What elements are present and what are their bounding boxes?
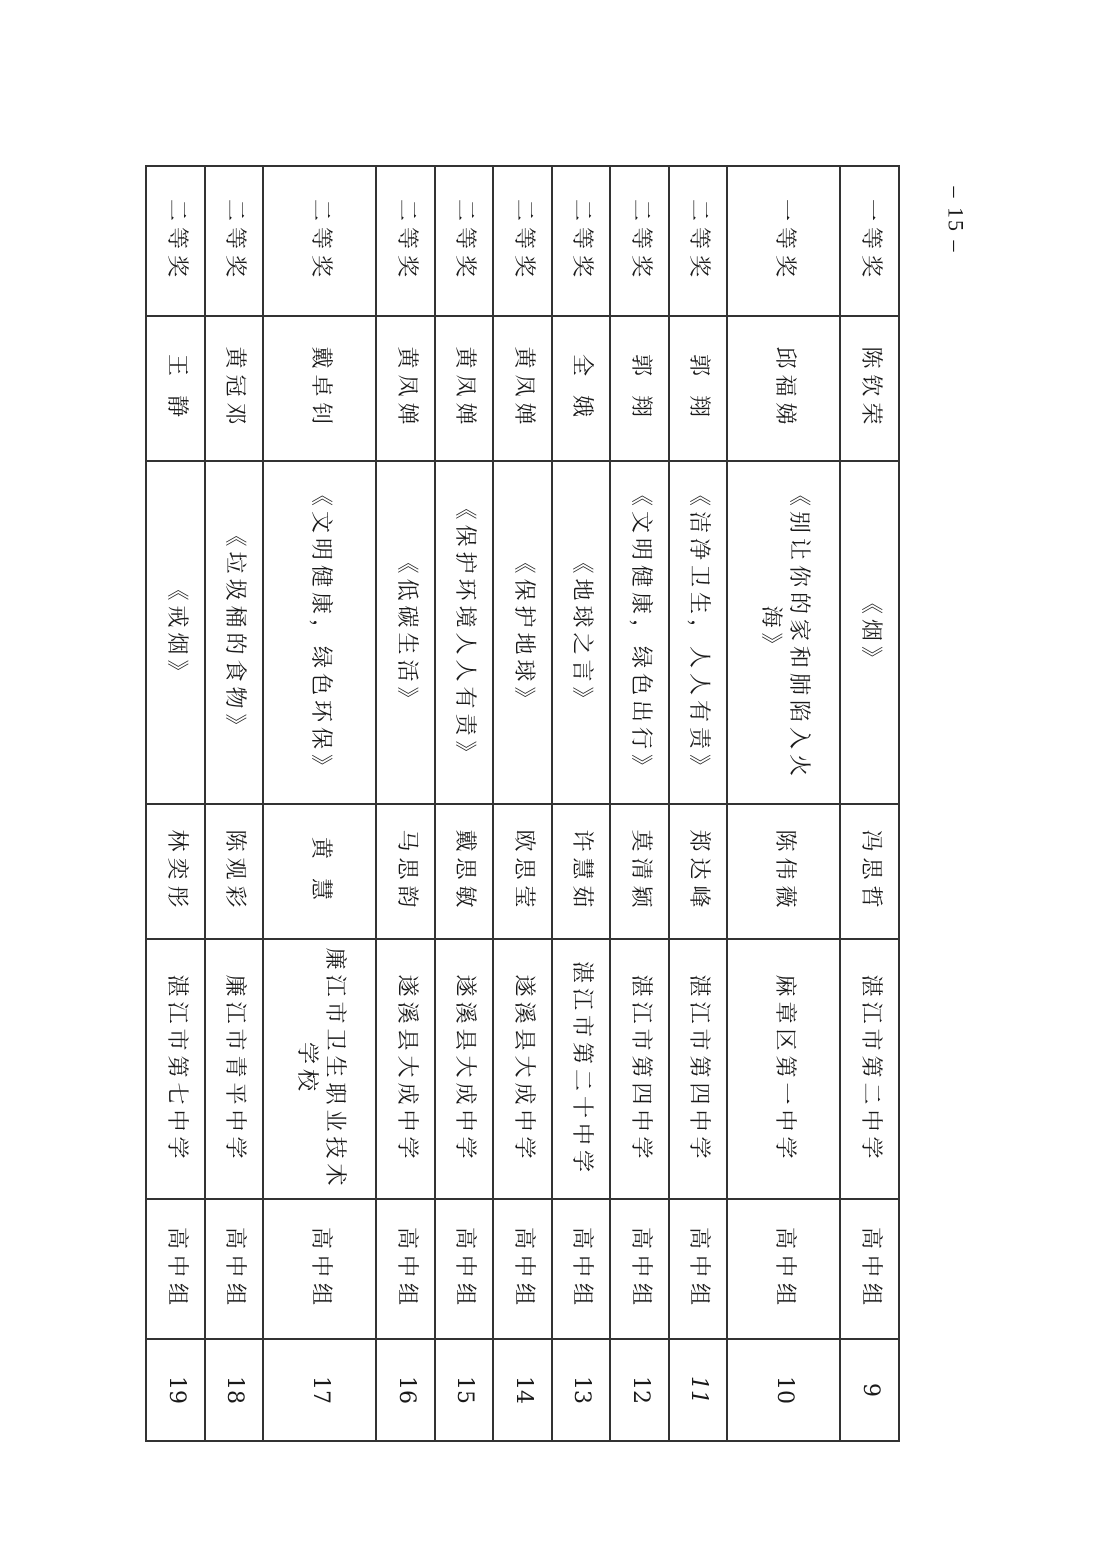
cell-student: 黄 慧 xyxy=(263,804,376,939)
table-row xyxy=(205,166,264,1441)
cell-student: 林奕彤 xyxy=(146,804,205,939)
cell-award: 一等奖 xyxy=(841,166,900,316)
cell-award: 二等奖 xyxy=(552,166,611,316)
cell-student: 欧思莹 xyxy=(493,804,552,939)
cell-work-title: 《文明健康，绿色环保》 xyxy=(263,461,376,804)
cell-student: 戴思敏 xyxy=(435,804,494,939)
cell-teacher: 郭 翔 xyxy=(669,316,728,461)
cell-group: 高中组 xyxy=(493,1199,552,1339)
table-row xyxy=(552,166,611,1441)
cell-work-title: 《地球之言》 xyxy=(552,461,611,804)
cell-teacher: 黄凤婵 xyxy=(376,316,435,461)
cell-number: 10 xyxy=(727,1339,840,1441)
table-row xyxy=(610,166,669,1441)
award-table-body xyxy=(146,166,899,1441)
award-table-container xyxy=(145,165,900,1404)
cell-number: 15 xyxy=(435,1339,494,1441)
cell-teacher: 黄凤婵 xyxy=(435,316,494,461)
table-row xyxy=(146,166,205,1441)
cell-work-title: 《别让你的家和肺陷入火海》 xyxy=(727,461,840,804)
cell-school: 遂溪县大成中学 xyxy=(435,939,494,1199)
cell-school: 廉江市卫生职业技术学校 xyxy=(263,939,376,1199)
cell-award: 二等奖 xyxy=(205,166,264,316)
cell-school: 湛江市第七中学 xyxy=(146,939,205,1199)
cell-award: 二等奖 xyxy=(146,166,205,316)
cell-group: 高中组 xyxy=(146,1199,205,1339)
award-table xyxy=(145,165,900,1442)
cell-teacher: 全 娥 xyxy=(552,316,611,461)
cell-student: 马思韵 xyxy=(376,804,435,939)
cell-teacher: 戴卓钊 xyxy=(263,316,376,461)
cell-school: 湛江市第四中学 xyxy=(610,939,669,1199)
cell-work-title: 《文明健康，绿色出行》 xyxy=(610,461,669,804)
cell-school: 麻章区第一中学 xyxy=(727,939,840,1199)
cell-work-title: 《低碳生活》 xyxy=(376,461,435,804)
cell-work-title: 《保护地球》 xyxy=(493,461,552,804)
cell-group: 高中组 xyxy=(435,1199,494,1339)
cell-teacher: 邱福娣 xyxy=(727,316,840,461)
cell-student: 郑达峰 xyxy=(669,804,728,939)
cell-teacher: 黄凤婵 xyxy=(493,316,552,461)
cell-school: 湛江市第二十中学 xyxy=(552,939,611,1199)
cell-work-title: 《烟》 xyxy=(841,461,900,804)
cell-award: 一等奖 xyxy=(727,166,840,316)
page-number-text: – 15 – xyxy=(943,186,968,254)
cell-group: 高中组 xyxy=(376,1199,435,1339)
award-table-rotated xyxy=(145,165,900,1404)
cell-teacher: 黄冠邓 xyxy=(205,316,264,461)
cell-work-title: 《垃圾桶的食物》 xyxy=(205,461,264,804)
table-row xyxy=(263,166,376,1441)
table-row xyxy=(435,166,494,1441)
cell-work-title: 《戒烟》 xyxy=(146,461,205,804)
cell-number: 18 xyxy=(205,1339,264,1441)
cell-student: 冯思哲 xyxy=(841,804,900,939)
cell-award: 二等奖 xyxy=(435,166,494,316)
cell-work-title: 《洁净卫生，人人有责》 xyxy=(669,461,728,804)
cell-number: 19 xyxy=(146,1339,205,1441)
cell-student: 陈伟薇 xyxy=(727,804,840,939)
cell-teacher: 陈钦荣 xyxy=(841,316,900,461)
cell-group: 高中组 xyxy=(610,1199,669,1339)
cell-group: 高中组 xyxy=(205,1199,264,1339)
cell-school: 遂溪县大成中学 xyxy=(376,939,435,1199)
page-number xyxy=(930,175,980,265)
cell-school: 湛江市第二中学 xyxy=(841,939,900,1199)
cell-student: 莫清颖 xyxy=(610,804,669,939)
cell-number: 11 xyxy=(669,1339,728,1441)
cell-award: 二等奖 xyxy=(376,166,435,316)
table-row xyxy=(727,166,840,1441)
cell-number: 14 xyxy=(493,1339,552,1441)
cell-number: 16 xyxy=(376,1339,435,1441)
cell-group: 高中组 xyxy=(552,1199,611,1339)
cell-teacher: 王 静 xyxy=(146,316,205,461)
cell-award: 二等奖 xyxy=(263,166,376,316)
cell-group: 高中组 xyxy=(841,1199,900,1339)
cell-number: 13 xyxy=(552,1339,611,1441)
table-row xyxy=(841,166,900,1441)
cell-student: 许慧茹 xyxy=(552,804,611,939)
cell-number: 12 xyxy=(610,1339,669,1441)
cell-school: 遂溪县大成中学 xyxy=(493,939,552,1199)
table-row xyxy=(669,166,728,1441)
table-row xyxy=(376,166,435,1441)
cell-award: 二等奖 xyxy=(493,166,552,316)
cell-award: 二等奖 xyxy=(610,166,669,316)
cell-group: 高中组 xyxy=(669,1199,728,1339)
cell-student: 陈观彩 xyxy=(205,804,264,939)
cell-award: 二等奖 xyxy=(669,166,728,316)
cell-group: 高中组 xyxy=(727,1199,840,1339)
cell-school: 湛江市第四中学 xyxy=(669,939,728,1199)
cell-work-title: 《保护环境人人有责》 xyxy=(435,461,494,804)
cell-number: 9 xyxy=(841,1339,900,1441)
cell-number: 17 xyxy=(263,1339,376,1441)
table-row xyxy=(493,166,552,1441)
cell-teacher: 郭 翔 xyxy=(610,316,669,461)
cell-school: 廉江市青平中学 xyxy=(205,939,264,1199)
cell-group: 高中组 xyxy=(263,1199,376,1339)
